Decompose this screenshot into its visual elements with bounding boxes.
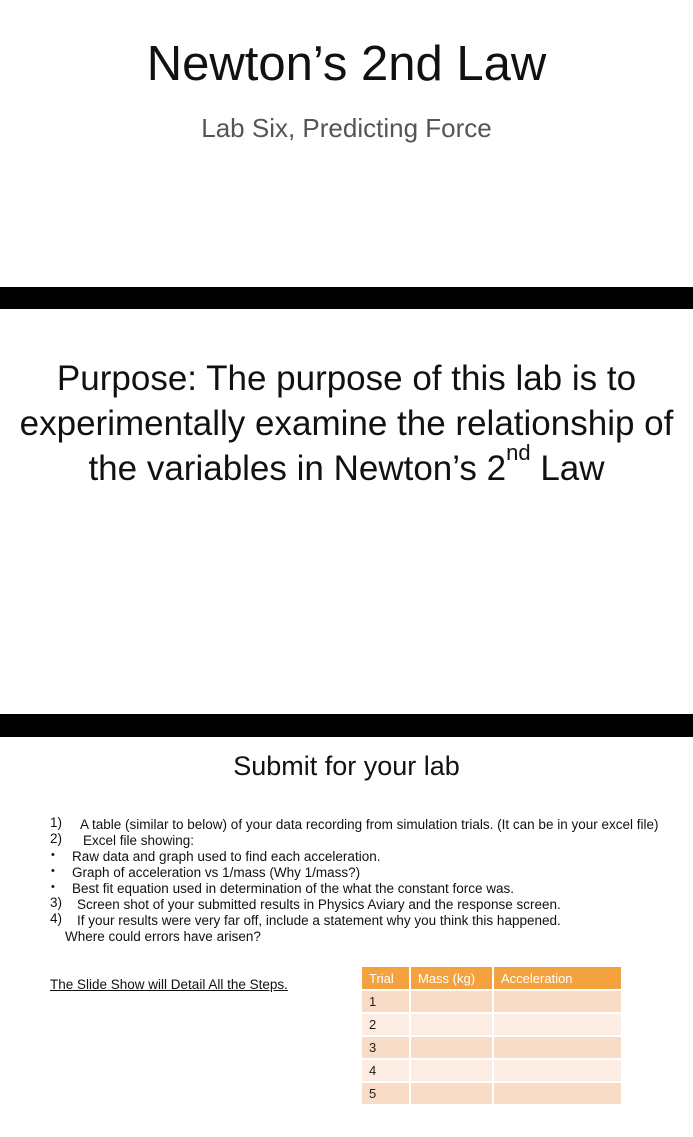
list-item (50, 865, 690, 881)
table-cell (493, 1013, 621, 1036)
table-cell (493, 1036, 621, 1059)
column-header-trial: Trial (362, 967, 410, 990)
list-item (50, 881, 690, 897)
list-item-text: Graph of acceleration vs 1/mass (Why 1/mass?) (72, 865, 361, 880)
bullet-icon: • (51, 881, 55, 893)
submission-list (50, 817, 690, 945)
list-item-text: Best fit equation used in determination of the what the constant force was. (72, 881, 515, 896)
list-item-continuation (50, 929, 690, 945)
slide-title: Newton’s 2nd Law (146, 37, 547, 91)
list-item (50, 833, 690, 849)
bullet-icon: • (51, 849, 55, 861)
purpose-superscript: nd (506, 440, 531, 465)
list-item (50, 849, 690, 865)
column-header-mass: Mass (kg) (410, 967, 493, 990)
list-marker: 2) (50, 831, 63, 846)
table-row (362, 990, 621, 1013)
data-table (362, 967, 621, 1104)
list-item (50, 913, 690, 929)
purpose-slide (0, 309, 693, 714)
list-item (50, 897, 690, 913)
slideshow-note (50, 977, 288, 993)
slide-divider (0, 714, 693, 737)
submit-slide (0, 737, 693, 1137)
list-item (50, 817, 690, 833)
table-cell (493, 990, 621, 1013)
table-cell (410, 1013, 493, 1036)
table-row (362, 1082, 621, 1104)
list-item-text: Screen shot of your submitted results in Physics Aviary and the response screen. (77, 897, 561, 912)
table-cell: 2 (362, 1013, 410, 1036)
list-item-text: Where could errors have arisen? (65, 929, 261, 944)
slideshow-note-period: . (284, 977, 288, 992)
purpose-text-end: Law (530, 449, 605, 488)
table-cell (493, 1059, 621, 1082)
list-item-text: Raw data and graph used to find each acceleration. (72, 849, 381, 864)
list-marker: 4) (50, 911, 63, 926)
table-header-row (362, 967, 621, 990)
table-row (362, 1036, 621, 1059)
table-cell: 1 (362, 990, 410, 1013)
list-marker: 1) (50, 815, 63, 830)
list-item-text: Excel file showing: (83, 833, 195, 848)
table-row (362, 1059, 621, 1082)
purpose-text-main: Purpose: The purpose of this lab is to experimentally examine the relationship of the variables in Newton’s 2 (19, 359, 674, 488)
submit-title: Submit for your lab (233, 751, 460, 781)
column-header-acceleration: Acceleration (493, 967, 621, 990)
table-row (362, 1013, 621, 1036)
table-cell (410, 990, 493, 1013)
bullet-icon: • (51, 865, 55, 877)
table-cell (410, 1036, 493, 1059)
list-marker: 3) (50, 895, 63, 910)
table-cell: 5 (362, 1082, 410, 1104)
purpose-text (10, 356, 683, 491)
table-cell: 3 (362, 1036, 410, 1059)
slide-subtitle: Lab Six, Predicting Force (201, 113, 492, 143)
table-cell (493, 1082, 621, 1104)
table-cell (410, 1059, 493, 1082)
slide-divider (0, 287, 693, 309)
title-slide (0, 0, 693, 287)
table-cell: 4 (362, 1059, 410, 1082)
slideshow-note-text: The Slide Show will Detail All the Steps (50, 977, 285, 992)
list-item-text: A table (similar to below) of your data recording from simulation trials. (It can be in your excel file) (80, 817, 659, 832)
table-cell (410, 1082, 493, 1104)
list-item-text: If your results were very far off, include a statement why you think this happened. (77, 913, 561, 928)
